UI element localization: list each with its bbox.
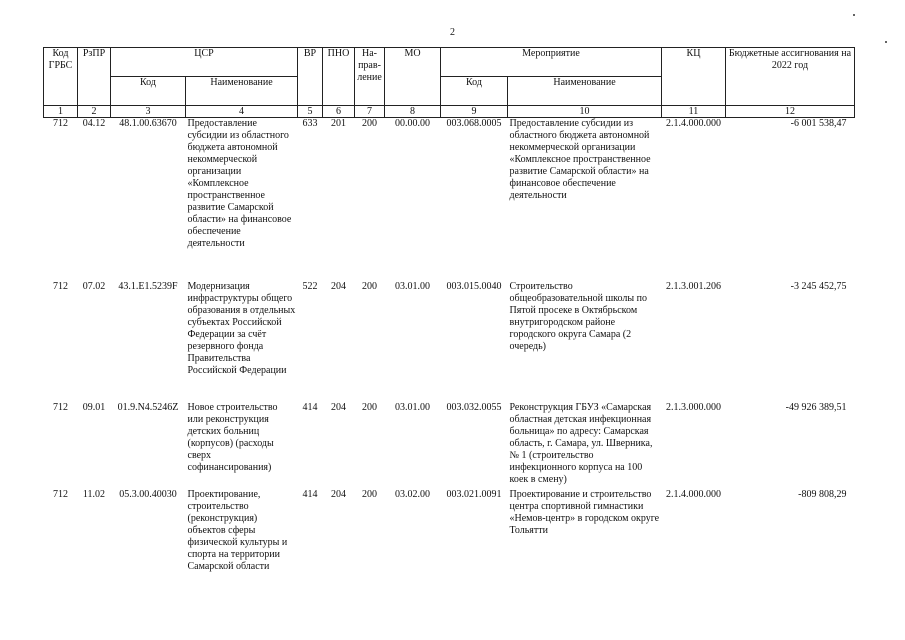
cell-mer-kod: 003.032.0055 xyxy=(446,401,502,413)
header-pno: ПНО xyxy=(323,48,355,106)
cell-mer-kod: 003.068.0005 xyxy=(446,118,502,129)
cell-pno: 204 xyxy=(331,280,346,292)
cell-grbs: 712 xyxy=(53,488,68,500)
header-kod-grbs: Код ГРБС xyxy=(44,48,78,106)
cell-kc: 2.1.4.000.000 xyxy=(666,488,721,500)
header-csr: ЦСР xyxy=(111,48,298,77)
page-number: 2 xyxy=(450,27,455,38)
column-number: 10 xyxy=(508,106,662,118)
cell-mo: 03.01.00 xyxy=(395,401,430,413)
cell-rzpr: 07.02 xyxy=(82,280,106,292)
cell-rzpr: 11.02 xyxy=(82,488,106,500)
cell-csr-kod: 48.1.00.63670 xyxy=(119,118,177,129)
cell-vr: 414 xyxy=(302,401,318,413)
table-row xyxy=(44,281,855,402)
column-number: 3 xyxy=(111,106,186,118)
cell-amount: -49 926 389,51 xyxy=(785,401,847,413)
cell-mer-kod: 003.021.0091 xyxy=(446,488,502,500)
column-number: 4 xyxy=(186,106,298,118)
header-meropriyatie: Мероприятие xyxy=(441,48,662,77)
cell-mo: 00.00.00 xyxy=(395,118,430,129)
column-number: 7 xyxy=(355,106,385,118)
header-mer-kod: Код xyxy=(441,77,508,106)
cell-csr-name: Предоставление субсидии из областного бюджета автономной некоммерческой организации «Комплексное пространственное развитие Самарской области» на финансовое обеспечение деятельности xyxy=(187,118,292,249)
cell-vr: 414 xyxy=(302,488,318,500)
table-row xyxy=(44,118,855,281)
cell-rzpr: 09.01 xyxy=(82,401,106,413)
cell-csr-kod: 43.1.E1.5239F xyxy=(118,280,178,292)
column-number: 9 xyxy=(441,106,508,118)
cell-kc: 2.1.3.000.000 xyxy=(666,401,721,413)
header-csr-kod: Код xyxy=(111,77,186,106)
cell-csr-name: Новое строительство или реконструкция детских больниц (корпусов) (расходы сверх софинансирования) xyxy=(187,401,278,473)
cell-mer-kod: 003.015.0040 xyxy=(446,280,502,292)
header-vr: ВР xyxy=(298,48,323,106)
table-row xyxy=(44,489,855,573)
header-mo: МО xyxy=(385,48,441,106)
cell-napr: 200 xyxy=(362,488,377,500)
cell-mo: 03.02.00 xyxy=(395,488,430,500)
scan-speck xyxy=(853,14,855,16)
cell-mer-name: Строительство общеобразовательной школы по Пятой просеке в Октябрьском внутригородском районе городского округа Самара (2 очередь) xyxy=(509,280,647,352)
cell-grbs: 712 xyxy=(53,280,68,292)
column-number: 1 xyxy=(44,106,78,118)
cell-pno: 201 xyxy=(331,118,346,129)
table-row xyxy=(44,402,855,489)
header-budget: Бюджетные ассигнования на 2022 год xyxy=(726,48,855,106)
cell-mo: 03.01.00 xyxy=(395,280,430,292)
cell-csr-kod: 01.9.N4.5246Z xyxy=(117,401,179,413)
cell-csr-name: Модернизация инфраструктуры общего образования в отдельных субъектах Российской Федерации за счёт резервного фонда Правительства Российской Федерации xyxy=(187,280,296,376)
column-number: 8 xyxy=(385,106,441,118)
cell-csr-name: Проектирование, строительство (реконструкция) объектов сферы физической культуры и спорта на территории Самарской области xyxy=(187,488,288,572)
cell-pno: 204 xyxy=(331,488,346,500)
cell-mer-name: Проектирование и строительство центра спортивной гимнастики «Немов-центр» в городском округе Тольятти xyxy=(509,488,660,536)
scan-speck xyxy=(885,41,887,43)
column-number: 12 xyxy=(726,106,855,118)
cell-vr: 522 xyxy=(302,280,318,292)
cell-amount: -6 001 538,47 xyxy=(790,118,847,129)
cell-csr-kod: 05.3.00.40030 xyxy=(119,488,177,500)
cell-napr: 200 xyxy=(362,118,377,129)
cell-kc: 2.1.3.001.206 xyxy=(666,280,721,292)
header-napravlenie: На-прав-ление xyxy=(355,48,385,106)
column-number: 5 xyxy=(298,106,323,118)
cell-mer-name: Предоставление субсидии из областного бюджета автономной некоммерческой организации «Комплексное пространственное развитие Самарской области» на финансовое обеспечение деятельности xyxy=(509,118,651,201)
budget-table xyxy=(43,47,855,573)
cell-vr: 633 xyxy=(302,118,318,129)
cell-grbs: 712 xyxy=(53,118,68,129)
table-header xyxy=(44,48,855,118)
cell-grbs: 712 xyxy=(53,401,68,413)
cell-amount: -809 808,29 xyxy=(798,488,847,500)
cell-rzpr: 04.12 xyxy=(82,118,106,129)
cell-amount: -3 245 452,75 xyxy=(790,280,847,292)
header-rzpr: РзПР xyxy=(78,48,111,106)
cell-mer-name: Реконструкция ГБУЗ «Самарская областная детская инфекционная больница» по адресу: Самарская область, г. Самара, ул. Шверника, № 1 (строительство инфекционного корпуса на 100 коек в смену) xyxy=(509,401,653,485)
cell-kc: 2.1.4.000.000 xyxy=(666,118,721,129)
header-kc: КЦ xyxy=(662,48,726,106)
header-csr-name: Наименование xyxy=(186,77,298,106)
header-mer-name: Наименование xyxy=(508,77,662,106)
cell-pno: 204 xyxy=(331,401,346,413)
cell-napr: 200 xyxy=(362,401,377,413)
column-number: 11 xyxy=(662,106,726,118)
cell-napr: 200 xyxy=(362,280,377,292)
column-number: 6 xyxy=(323,106,355,118)
column-number: 2 xyxy=(78,106,111,118)
